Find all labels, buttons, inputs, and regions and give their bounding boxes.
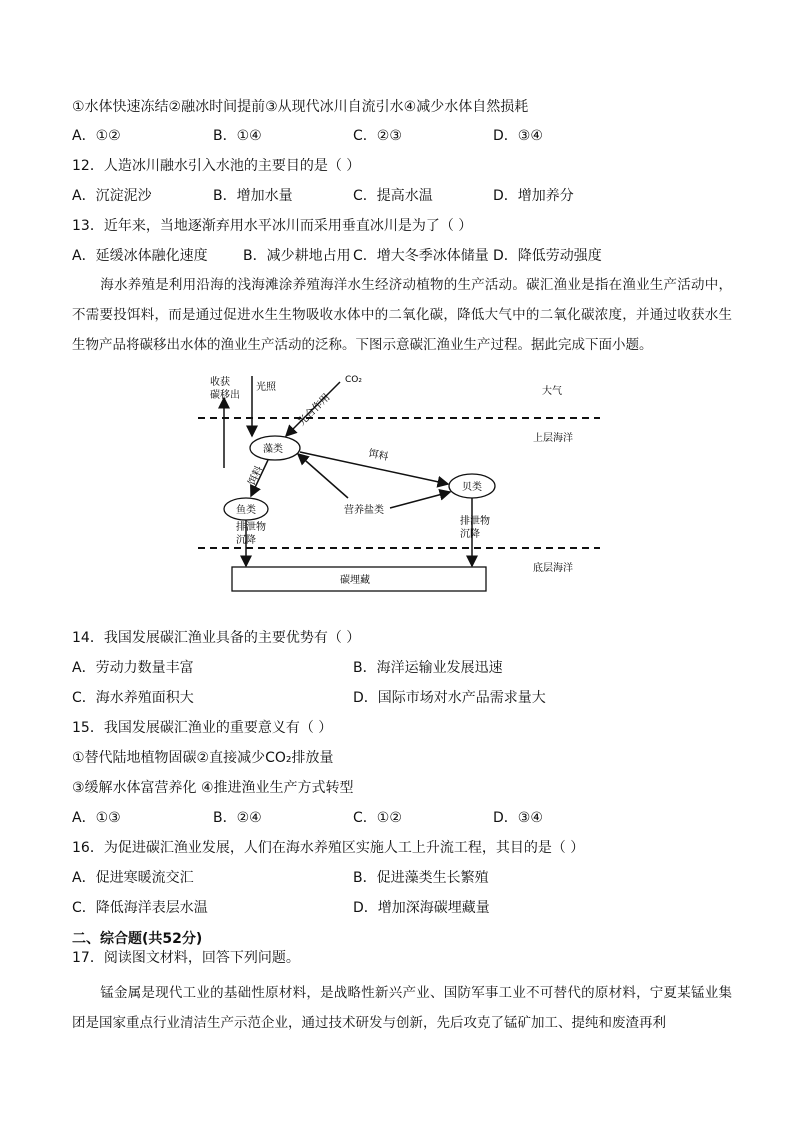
q15-choices-line-2: ③缓解水体富营养化 ④推进渔业生产方式转型	[72, 780, 354, 796]
nutrient-arrow-shellfish	[390, 492, 450, 508]
q12-stem: 12．人造冰川融水引入水池的主要目的是（ ）	[72, 158, 361, 174]
q16-option-a: A．促进寒暖流交汇	[72, 870, 194, 886]
upper-ocean-label: 上层海洋	[533, 433, 573, 444]
q11-option-b: B．①④	[213, 128, 262, 144]
q11-option-a: A．①②	[72, 128, 121, 144]
atmosphere-label: 大气	[542, 386, 562, 397]
harvest-label-2: 碳移出	[210, 390, 240, 401]
q11-option-c: C．②③	[353, 128, 402, 144]
q12-option-d: D．增加养分	[493, 188, 574, 204]
harvest-label-1: 收获	[210, 377, 230, 388]
q12-option-c: C．提高水温	[353, 188, 433, 204]
deep-ocean-label: 底层海洋	[533, 563, 573, 574]
q16-option-d: D．增加深海碳埋藏量	[353, 900, 490, 916]
q11-stem: ①水体快速冻结②融冰时间提前③从现代冰川自流引水④减少水体自然损耗	[72, 99, 529, 115]
q15-option-c: C．①②	[353, 810, 402, 826]
q14-option-a: A．劳动力数量丰富	[72, 660, 194, 676]
feed-label-shellfish: 饵料	[367, 448, 390, 464]
q13-stem: 13．近年来，当地逐渐弃用水平冰川而采用垂直冰川是为了（ ）	[72, 218, 473, 234]
q15-option-b: B．②④	[213, 810, 262, 826]
q17-stem: 17．阅读图文材料，回答下列问题。	[72, 950, 300, 966]
passage-text: 海水养殖是利用沿海的浅海滩涂养殖海洋水生经济动植物的生产活动。碳汇渔业是指在渔业生产活动中，不需要投饵料，而是通过促进水生生物吸收水体中的二氧化碳，降低大气中的二氧化碳浓度，并通过收获水生生物产品将碳移出水体的渔业生产活动的泛称。下图示意碳汇渔业生产过程。据此完成下面小题。	[72, 277, 732, 353]
shellfish-excrement-label-1: 排泄物	[460, 516, 490, 527]
q15-choices-line-1: ①替代陆地植物固碳②直接减少CO₂排放量	[72, 750, 334, 766]
q16-option-c: C．降低海洋表层水温	[72, 900, 208, 916]
q13-option-c: C．增大冬季冰体储量	[353, 248, 489, 264]
feed-label-fish: 饵料	[246, 464, 266, 488]
q11-option-d: D．③④	[493, 128, 543, 144]
carbon-burial-label: 碳埋藏	[340, 575, 370, 586]
fish-excrement-label-1: 排泄物	[236, 522, 266, 533]
photosynthesis-label: 光合作用	[296, 392, 333, 429]
q14-option-d: D．国际市场对水产品需求量大	[353, 690, 546, 706]
shellfish-label: 贝类	[462, 482, 482, 493]
q17-passage-text: 锰金属是现代工业的基础性原材料，是战略性新兴产业、国防军事工业不可替代的原材料，宁夏某锰业集团是国家重点行业清洁生产示范企业，通过技术研发与创新，先后攻克了锰矿加工、提纯和废渣再利	[72, 985, 732, 1031]
q14-stem: 14．我国发展碳汇渔业具备的主要优势有（ ）	[72, 630, 361, 646]
q14-option-b: B．海洋运输业发展迅速	[353, 660, 503, 676]
q15-option-d: D．③④	[493, 810, 543, 826]
section-heading: 二、综合题(共52分)	[72, 931, 203, 947]
algae-label: 藻类	[263, 444, 283, 455]
shellfish-excrement-label-2: 沉降	[460, 529, 480, 540]
light-label: 光照	[256, 382, 276, 393]
q12-option-b: B．增加水量	[213, 188, 293, 204]
fish-excrement-label-2: 沉降	[236, 535, 256, 546]
q12-option-a: A．沉淀泥沙	[72, 188, 152, 204]
q14-option-c: C．海水养殖面积大	[72, 690, 194, 706]
q13-option-b: B．减少耕地占用	[243, 248, 351, 264]
q15-stem: 15．我国发展碳汇渔业的重要意义有（ ）	[72, 720, 333, 736]
q13-option-d: D．降低劳动强度	[493, 248, 602, 264]
q17-passage	[72, 978, 732, 1038]
q16-option-b: B．促进藻类生长繁殖	[353, 870, 489, 886]
co2-label: CO₂	[345, 375, 362, 385]
passage-carbon-fishery	[72, 270, 732, 360]
q15-option-a: A．①③	[72, 810, 121, 826]
q13-option-a: A．延缓冰体融化速度	[72, 248, 208, 264]
fish-label: 鱼类	[236, 505, 256, 516]
nutrient-label: 营养盐类	[344, 505, 384, 516]
carbon-fishery-diagram	[190, 368, 610, 598]
q16-stem: 16．为促进碳汇渔业发展，人们在海水养殖区实施人工上升流工程，其目的是（ ）	[72, 840, 585, 856]
